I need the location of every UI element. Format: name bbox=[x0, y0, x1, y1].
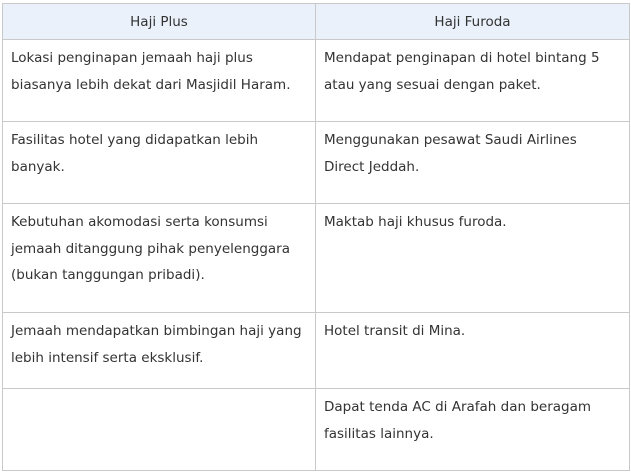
table-cell-empty bbox=[3, 389, 316, 471]
header-haji-plus: Haji Plus bbox=[3, 4, 316, 40]
table-row bbox=[3, 313, 630, 389]
table-cell: Dapat tenda AC di Arafah dan beragam fasilitas lainnya. bbox=[316, 389, 630, 471]
table-cell: Maktab haji khusus furoda. bbox=[316, 204, 630, 313]
header-haji-furoda: Haji Furoda bbox=[316, 4, 630, 40]
table-row bbox=[3, 40, 630, 122]
table-cell: Mendapat penginapan di hotel bintang 5 atau yang sesuai dengan paket. bbox=[316, 40, 630, 122]
table-row bbox=[3, 122, 630, 204]
comparison-table bbox=[2, 3, 630, 471]
table-cell: Lokasi penginapan jemaah haji plus biasanya lebih dekat dari Masjidil Haram. bbox=[3, 40, 316, 122]
table-cell: Menggunakan pesawat Saudi Airlines Direct Jeddah. bbox=[316, 122, 630, 204]
table-cell: Jemaah mendapatkan bimbingan haji yang lebih intensif serta eksklusif. bbox=[3, 313, 316, 389]
table-cell: Kebutuhan akomodasi serta konsumsi jemaah ditanggung pihak penyelenggara (bukan tanggungan pribadi). bbox=[3, 204, 316, 313]
header-row bbox=[3, 4, 630, 40]
table-cell: Fasilitas hotel yang didapatkan lebih banyak. bbox=[3, 122, 316, 204]
table-row bbox=[3, 204, 630, 313]
table-cell: Hotel transit di Mina. bbox=[316, 313, 630, 389]
table-row bbox=[3, 389, 630, 471]
